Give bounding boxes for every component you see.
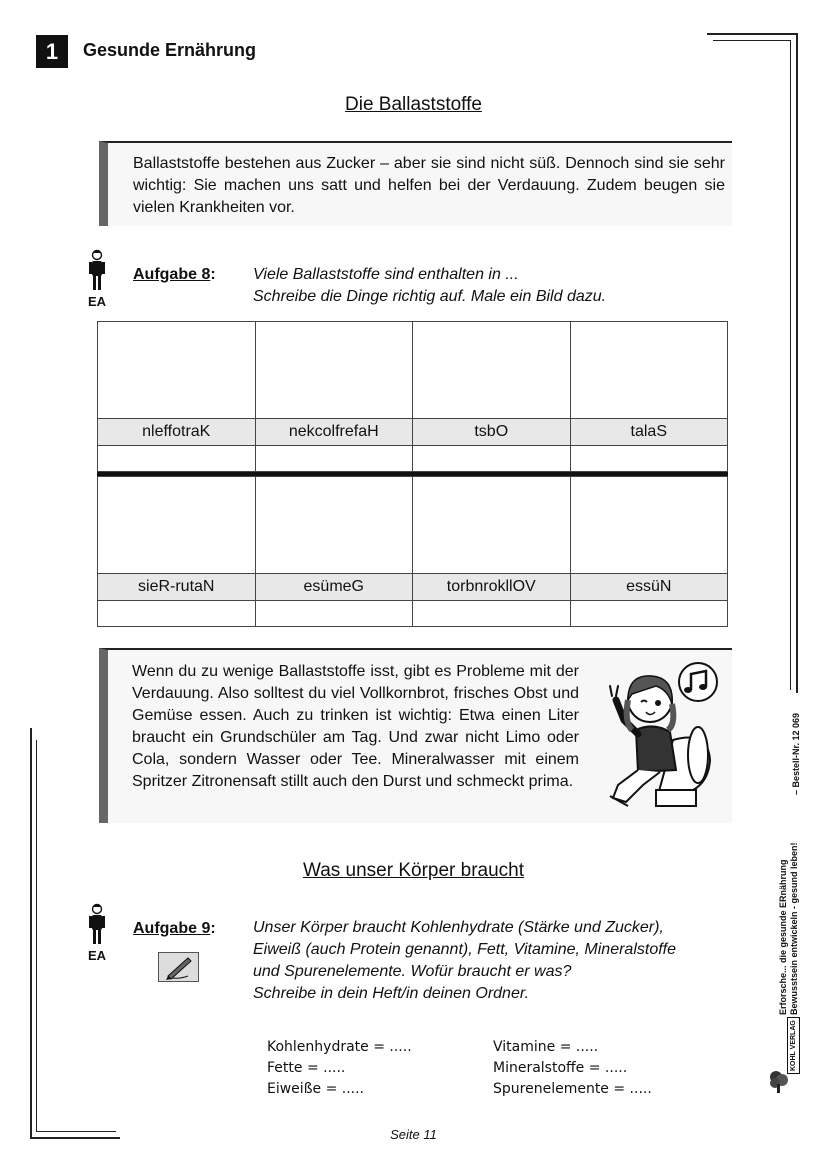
task8-label-text: Aufgabe 8: [133, 266, 211, 283]
task9-label: [133, 920, 216, 938]
section-title-koerper: Was unser Körper braucht: [302, 860, 525, 881]
scrambled-word: talaS: [570, 419, 728, 446]
task9-instructions: [253, 917, 676, 1005]
sidebar-book-title: [778, 842, 800, 1015]
sidebar-line1: Erforsche... die gesunde ERnährung: [778, 859, 788, 1015]
scrambled-word: esümeG: [255, 574, 413, 601]
frame-right-vertical-inner: [790, 40, 791, 690]
frame-left-vertical-inner: [36, 740, 37, 1132]
section-title-ballaststoffe: Die Ballaststoffe: [345, 94, 482, 115]
answer-cell[interactable]: [255, 601, 413, 627]
task9-line2: Eiweiß (auch Protein genannt), Fett, Vitamine, Mineralstoffe: [253, 941, 677, 958]
publisher-logo-text: KOHL VERLAG: [787, 1017, 800, 1074]
sidebar-order-number: – Bestell-Nr. 12 069: [791, 712, 801, 795]
drawing-cell[interactable]: [413, 322, 571, 419]
drawing-cell[interactable]: [570, 322, 728, 419]
drawing-cell[interactable]: [98, 322, 256, 419]
nutrient-item: Mineralstoffe = .....: [493, 1060, 628, 1076]
nutrient-item: Vitamine = .....: [493, 1039, 599, 1055]
nutrients-left-list: [267, 1037, 412, 1100]
task9-line3: und Spurenelemente. Wofür braucht er was?: [253, 963, 572, 980]
nutrient-item: Kohlenhydrate = .....: [267, 1039, 412, 1055]
task8-grid-top: [97, 321, 728, 472]
chapter-title: Gesunde Ernährung: [83, 40, 257, 60]
frame-top-right-line: [707, 33, 797, 35]
nutrients-right-list: [493, 1037, 652, 1100]
scrambled-word: essüN: [570, 574, 728, 601]
task8-line1: Viele Ballaststoffe sind enthalten in ...: [253, 266, 519, 283]
scrambled-word: torbnrokllOV: [413, 574, 571, 601]
answer-cell[interactable]: [413, 446, 571, 472]
task9-label-colon: :: [210, 920, 216, 937]
drawing-cell[interactable]: [255, 477, 413, 574]
frame-top-right-line-inner: [713, 40, 791, 41]
task9-line4: Schreibe in dein Heft/in deinen Ordner.: [253, 985, 530, 1002]
frame-left-vertical: [30, 728, 32, 1138]
chapter-number-badge: 1: [36, 35, 68, 68]
scrambled-word: tsbO: [413, 419, 571, 446]
scrambled-word: nleffotraK: [98, 419, 256, 446]
task8-line2: Schreibe die Dinge richtig auf. Male ein Bild dazu.: [253, 288, 607, 305]
task9-line1: Unser Körper braucht Kohlenhydrate (Stärke und Zucker),: [253, 919, 664, 936]
scrambled-word: nekcolfrefaH: [255, 419, 413, 446]
task8-instructions: [253, 264, 606, 308]
task8-grid-bottom: [97, 476, 728, 627]
pen-writing-icon: [158, 952, 199, 982]
publisher-tree-logo: [768, 1068, 790, 1094]
digestion-text: Wenn du zu wenige Ballaststoffe isst, gibt es Probleme mit der Verdauung. Also solltest du viel Vollkornbrot, frisches Obst und Gemüse essen. Auch zu trinken ist wichtig: Etwa einen Liter braucht ein Grundschüler am Tag. Und zwar nicht Limo oder Cola, sondern Wasser oder Tee. Mineralwasser mit einem Spritzer Zitronensaft stillt auch den Durst und schmeckt prima.: [132, 663, 579, 790]
answer-cell[interactable]: [255, 446, 413, 472]
task8-label-colon: :: [210, 266, 216, 283]
student-figure-icon: [86, 249, 108, 293]
task9-label-text: Aufgabe 9: [133, 920, 211, 937]
intro-info-box: [99, 141, 732, 226]
ea-label-task9: EA: [88, 948, 107, 963]
drawing-cell[interactable]: [98, 477, 256, 574]
frame-right-vertical: [796, 33, 798, 693]
answer-cell[interactable]: [570, 446, 728, 472]
answer-cell[interactable]: [98, 601, 256, 627]
nutrient-item: Eiweiße = .....: [267, 1081, 365, 1097]
page-number: Seite 11: [390, 1127, 437, 1142]
drawing-cell[interactable]: [570, 477, 728, 574]
answer-cell[interactable]: [98, 446, 256, 472]
intro-text: Ballaststoffe bestehen aus Zucker – aber sie sind nicht süß. Dennoch sind sie sehr wichtig: Sie machen uns satt und helfen bei der Verdauung. Zudem beugen sie vielen Krankheiten vor.: [133, 155, 725, 216]
sidebar-line2: Bewusstsein entwickeln - gesund leben!: [789, 842, 799, 1015]
nutrient-item: Fette = .....: [267, 1060, 346, 1076]
task8-label: [133, 266, 216, 284]
drawing-cell[interactable]: [255, 322, 413, 419]
scrambled-word: sieR-rutaN: [98, 574, 256, 601]
girl-on-toilet-illustration: [598, 660, 728, 810]
answer-cell[interactable]: [413, 601, 571, 627]
student-figure-icon: [86, 903, 108, 947]
drawing-cell[interactable]: [413, 477, 571, 574]
nutrient-item: Spurenelemente = .....: [493, 1081, 652, 1097]
digestion-info-box: [99, 648, 732, 823]
answer-cell[interactable]: [570, 601, 728, 627]
ea-label-task8: EA: [88, 294, 107, 309]
